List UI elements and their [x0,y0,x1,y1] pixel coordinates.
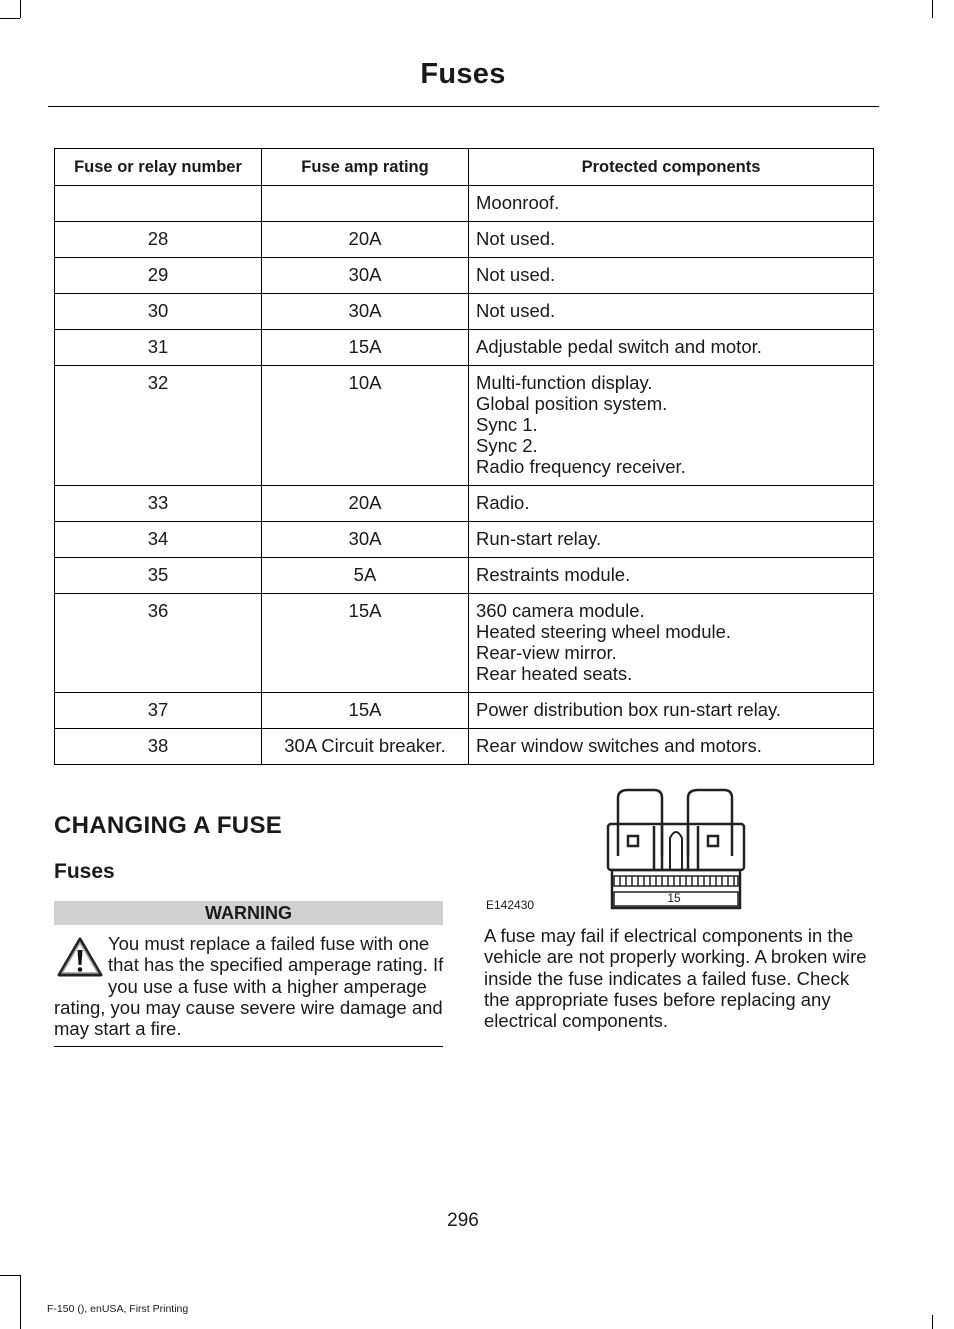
protected-components-cell [469,729,874,765]
table-row [55,330,874,366]
page-number: 296 [447,1210,479,1231]
warning-message [54,933,446,1039]
fuse-rating-cell: 15A [262,594,469,693]
component-line: Not used. [476,264,556,285]
column-header-rating: Fuse amp rating [262,149,469,186]
component-line: Power distribution box run-start relay. [476,699,782,720]
crop-mark [932,0,933,18]
component-line: 360 camera module. [476,600,645,621]
fuse-rating-cell: 30A Circuit breaker. [262,729,469,765]
component-line: Rear window switches and motors. [476,735,762,756]
warning-divider [54,1046,443,1047]
protected-components-cell [469,186,874,222]
crop-mark [0,1275,20,1276]
fuse-rating-cell: 15A [262,330,469,366]
component-line: Not used. [476,228,556,249]
fuse-number-cell: 35 [55,558,262,594]
fuse-rating-label: 15 [667,891,681,905]
protected-components-cell [469,294,874,330]
sub-heading: Fuses [54,860,115,883]
table-row [55,294,874,330]
component-line: Multi-function display. [476,372,653,393]
protected-components-cell [469,558,874,594]
fuse-number-cell: 37 [55,693,262,729]
table-row [55,594,874,693]
protected-components-cell [469,258,874,294]
fuse-illustration [588,786,798,914]
component-line: Restraints module. [476,564,631,585]
column-header-number: Fuse or relay number [55,149,262,186]
footer-text: F-150 (), enUSA, First Printing [47,1303,189,1315]
crop-mark [932,1315,933,1329]
component-line: Rear-view mirror. [476,642,617,663]
component-line: Sync 2. [476,435,538,456]
protected-components-cell [469,222,874,258]
fuse-number-cell: 30 [55,294,262,330]
fuse-number-cell: 36 [55,594,262,693]
component-line: Sync 1. [476,414,538,435]
column-header-components: Protected components [469,149,874,186]
fuse-number-cell: 38 [55,729,262,765]
fuse-table [54,148,874,765]
figure-id: E142430 [486,898,535,912]
section-heading: CHANGING A FUSE [54,812,283,839]
crop-mark [20,0,21,18]
fuse-number-cell: 31 [55,330,262,366]
fuse-rating-cell: 20A [262,222,469,258]
fuse-rating-cell: 20A [262,486,469,522]
fuse-number-cell: 29 [55,258,262,294]
component-line: Heated steering wheel module. [476,621,732,642]
table-row [55,522,874,558]
protected-components-cell [469,522,874,558]
component-line: Radio frequency receiver. [476,456,686,477]
page-title: Fuses [420,58,506,90]
body-paragraph: A fuse may fail if electrical components in the vehicle are not properly working. A broken wire inside the fuse indicates a failed fuse. Check the appropriate fuses before replacing any electrical components. [484,925,867,1032]
warning-text: You must replace a failed fuse with one that has the specified amperage rating. If you use a fuse with a higher amperage rating, you may cause severe wire damage and may start a fire. [54,933,444,1040]
component-line: Not used. [476,300,556,321]
table-row [55,186,874,222]
fuse-rating-cell: 30A [262,522,469,558]
fuse-number-cell [55,186,262,222]
protected-components-cell [469,486,874,522]
table-row [55,729,874,765]
fuse-rating-cell: 30A [262,258,469,294]
table-row [55,486,874,522]
table-row [55,366,874,486]
protected-components-cell [469,693,874,729]
component-line: Global position system. [476,393,668,414]
title-divider [48,106,879,107]
component-line: Radio. [476,492,530,513]
crop-mark [20,1275,21,1329]
table-row [55,258,874,294]
fuse-number-cell: 33 [55,486,262,522]
fuse-rating-cell: 5A [262,558,469,594]
protected-components-cell [469,330,874,366]
fuse-rating-cell [262,186,469,222]
component-line: Adjustable pedal switch and motor. [476,336,762,357]
warning-label: WARNING [54,901,443,925]
fuse-table-body [55,186,874,765]
table-row [55,693,874,729]
component-line: Run-start relay. [476,528,602,549]
fuse-number-cell: 34 [55,522,262,558]
table-row [55,558,874,594]
crop-mark [0,18,20,19]
fuse-rating-cell: 30A [262,294,469,330]
component-line: Rear heated seats. [476,663,633,684]
fuse-rating-cell: 10A [262,366,469,486]
table-header-row [55,149,874,186]
fuse-number-cell: 28 [55,222,262,258]
table-row [55,222,874,258]
protected-components-cell [469,594,874,693]
fuse-number-cell: 32 [55,366,262,486]
component-line: Moonroof. [476,192,560,213]
fuse-rating-cell: 15A [262,693,469,729]
protected-components-cell [469,366,874,486]
